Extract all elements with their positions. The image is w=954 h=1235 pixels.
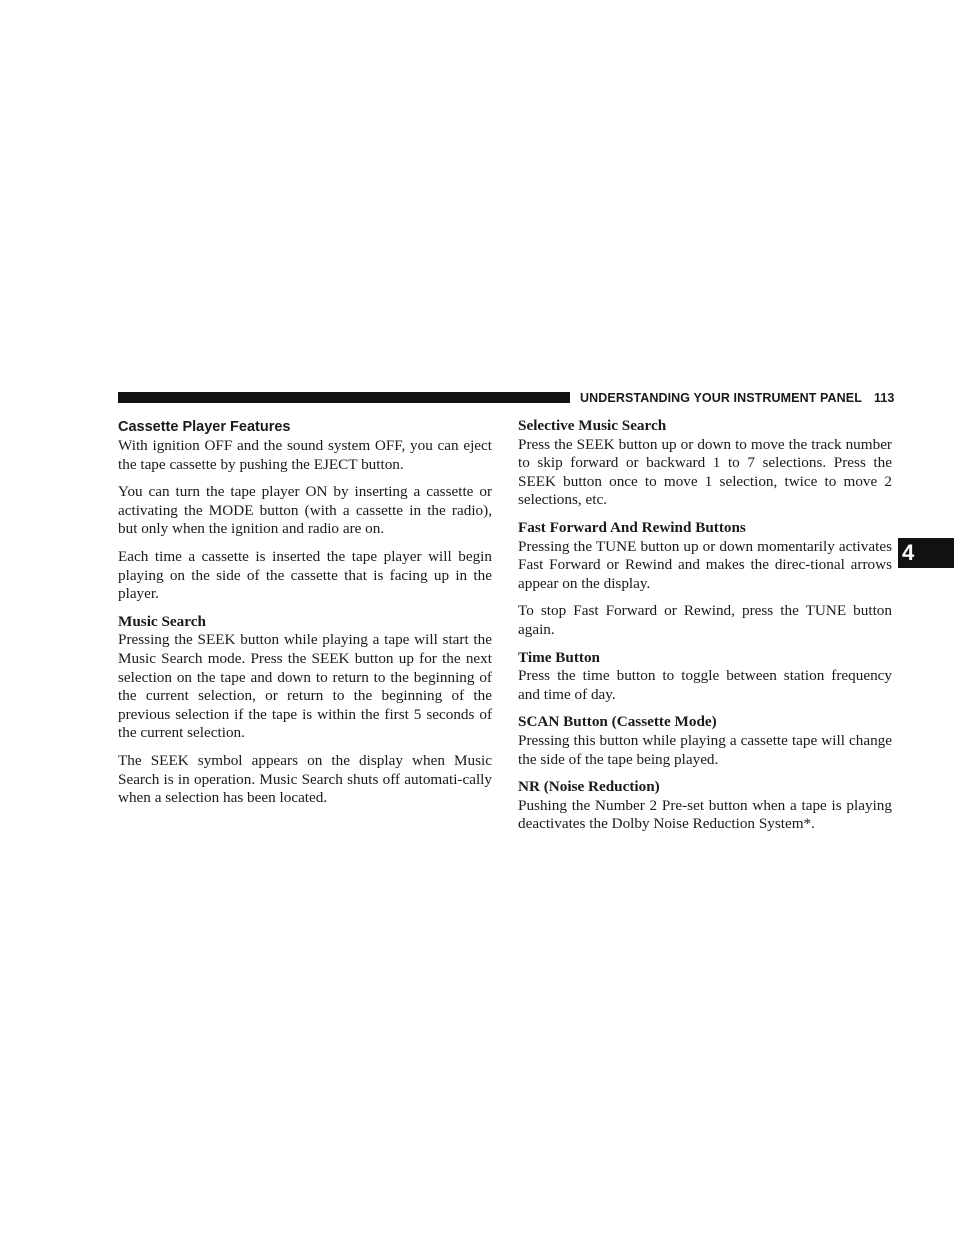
paragraph: You can turn the tape player ON by inserting a cassette or activating the MODE button (with a cassette in the radio), but only when the ignition and radio are on. <box>118 483 492 538</box>
running-head-title: UNDERSTANDING YOUR INSTRUMENT PANEL <box>580 391 862 405</box>
paragraph: Press the SEEK button up or down to move the track number to skip forward or backward 1 to 7 selections. Press the SEEK button once to move 1 selection, twice to move 2 selections, etc. <box>518 435 892 509</box>
paragraph: To stop Fast Forward or Rewind, press the TUNE button again. <box>518 602 892 638</box>
paragraph: Pressing the SEEK button while playing a tape will start the Music Search mode. Press the SEEK button up for the next selection on the tape and down to return to the beginning of the current selection, or return to the beginning of the previous selection if the tape is within the first 5 seconds of the current selection. <box>118 631 492 742</box>
paragraph: With ignition OFF and the sound system OFF, you can eject the tape cassette by pushing the EJECT button. <box>118 437 492 473</box>
noise-reduction-heading: NR (Noise Reduction) <box>518 778 660 796</box>
left-column <box>118 417 492 817</box>
header-rule <box>118 392 570 403</box>
section-title: Cassette Player Features <box>118 419 291 435</box>
time-button-heading: Time Button <box>518 648 600 666</box>
chapter-tab: 4 <box>898 538 954 568</box>
paragraph: Each time a cassette is inserted the tape player will begin playing on the side of the cassette that is facing up in the player. <box>118 547 492 603</box>
scan-button-heading: SCAN Button (Cassette Mode) <box>518 713 717 731</box>
music-search-heading: Music Search <box>118 612 206 630</box>
page-number: 113 <box>873 391 895 405</box>
running-head <box>580 390 895 406</box>
paragraph: The SEEK symbol appears on the display when Music Search is in operation. Music Search shuts off automati-cally when a selection has been located. <box>118 751 492 807</box>
paragraph: Pressing the TUNE button up or down momentarily activates Fast Forward or Rewind and makes the direc-tional arrows appear on the display. <box>518 537 892 592</box>
ff-rewind-heading: Fast Forward And Rewind Buttons <box>518 518 746 536</box>
right-column <box>518 417 892 843</box>
paragraph: Press the time button to toggle between station frequency and time of day. <box>518 667 892 703</box>
selective-music-search-heading: Selective Music Search <box>518 417 667 434</box>
paragraph: Pressing this button while playing a cassette tape will change the side of the tape being played. <box>518 731 892 768</box>
paragraph: Pushing the Number 2 Pre-set button when a tape is playing deactivates the Dolby Noise Reduction System*. <box>518 796 892 833</box>
